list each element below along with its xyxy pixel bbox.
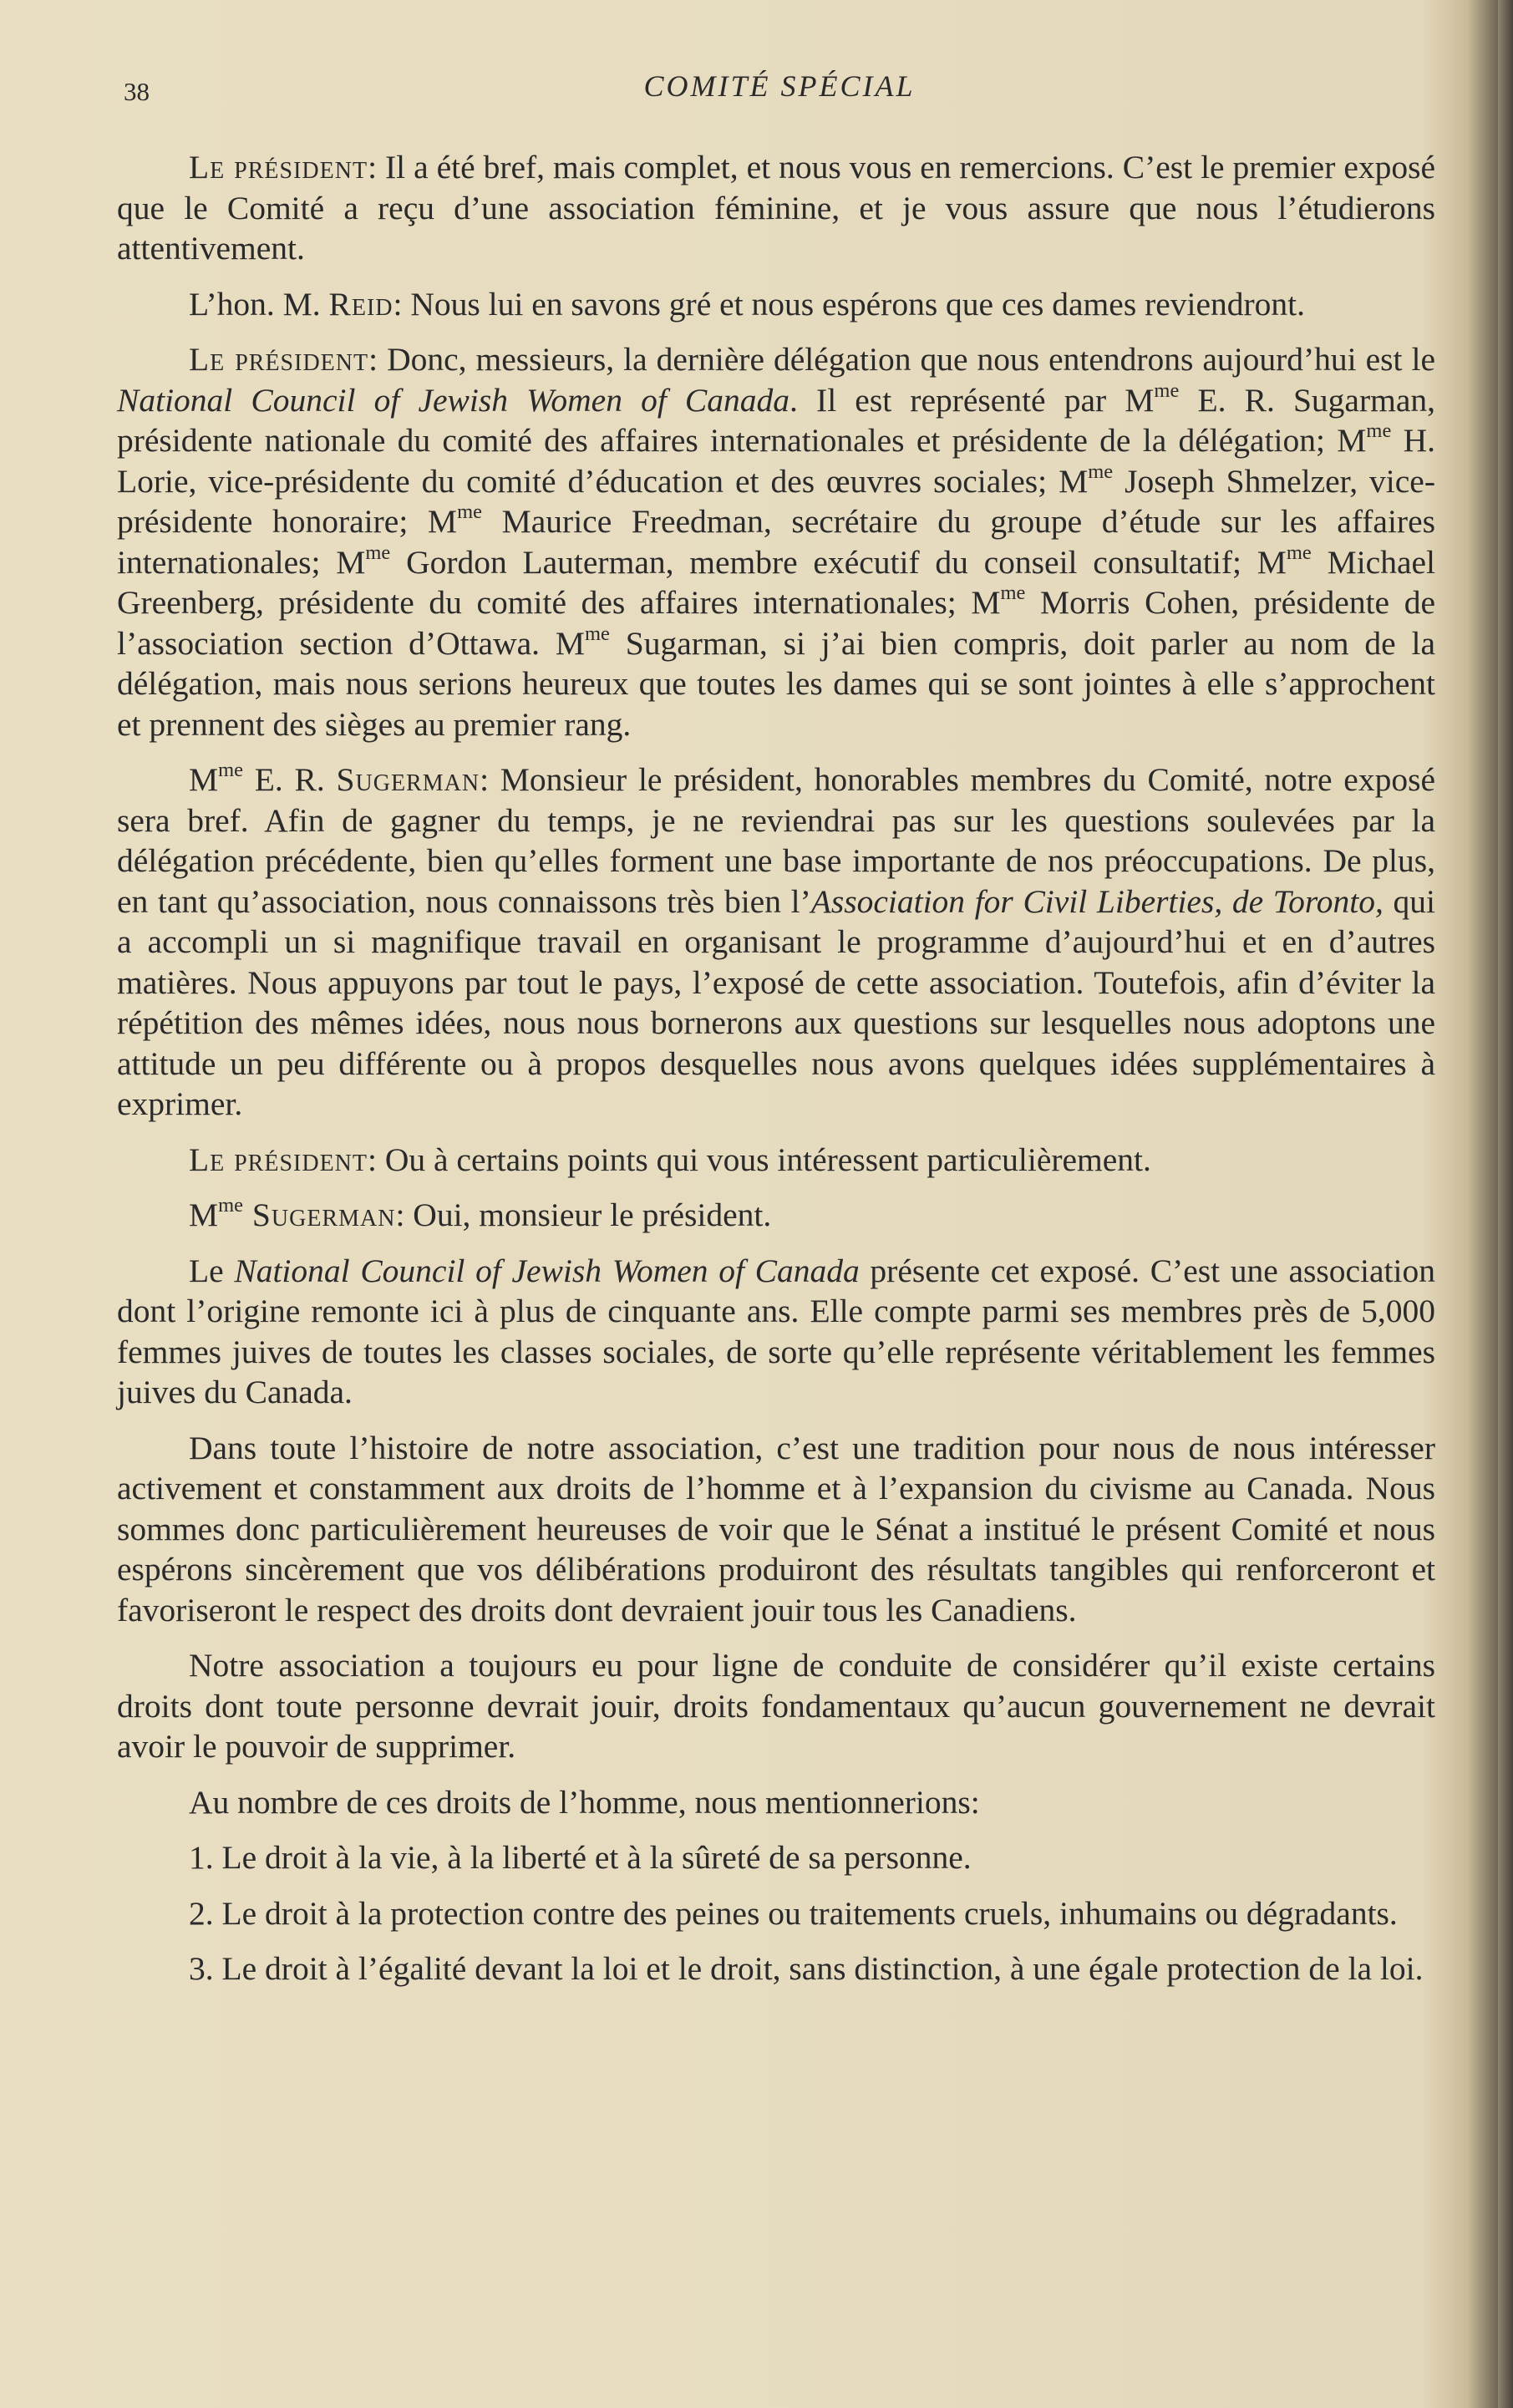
page-body xyxy=(117,147,1435,2004)
paragraph-text: présente cet exposé. C’est une association dont l’origine remonte ici à plus de cinquante ans. Elle compte parmi ses membres près de 5,000 femmes juives de toutes les classes sociales, de sorte qu’elle représente véritablement les femmes juives du Canada. xyxy=(117,1252,1435,1410)
paragraph: Notre association a toujours eu pour ligne de conduite de considérer qu’il existe certains droits dont toute personne devrait jouir, droits fondamentaux qu’aucun gouvernement ne devrait avoir le pouvoir de supprimer. xyxy=(117,1647,1435,1765)
paragraph xyxy=(117,759,1435,1125)
paragraph-text: : Oui, monsieur le président. xyxy=(395,1196,772,1233)
organization-name: National Council of Jewish Women of Canada xyxy=(117,381,790,419)
paragraph-text: Gordon Lauterman, membre exécutif du conseil consultatif; M xyxy=(390,543,1287,581)
paragraph-text: : Il a été bref, mais complet, et nous vous en remercions. C’est le premier exposé que le Comité a reçu d’une association féminine, et je vous assure que nous l’étudierons attentivement. xyxy=(117,149,1435,267)
paragraph-text: E. R. Sugarman, présidente nationale du comité des affaires internationales et présidente de la délégation; M xyxy=(117,381,1435,459)
paragraph xyxy=(117,1195,1435,1236)
paragraph-text: Morris Cohen, présidente de l’association section d’Ottawa. M xyxy=(117,584,1435,662)
paragraph-text: Michael Greenberg, présidente du comité des affaires internationales; M xyxy=(117,543,1435,621)
paragraph xyxy=(117,147,1435,269)
title-abbrev: me xyxy=(457,500,482,523)
speaker-prefix: L’hon. M. xyxy=(189,285,329,323)
paragraph-text: Sugarman, si j’ai bien compris, doit parler au nom de la délégation, mais nous serions heureux que toutes les dames qui se sont jointes à elle s’approchent et prennent des sièges au premier rang. xyxy=(117,624,1435,743)
page-header xyxy=(124,69,1435,119)
paragraph-text: : Ou à certains points qui vous intéressent particulièrement. xyxy=(368,1140,1151,1178)
paragraph-text: Maurice Freedman, secrétaire du groupe d’étude sur les affaires internationales; M xyxy=(117,503,1435,581)
speaker-name: Le président xyxy=(189,1140,368,1178)
title-abbrev: me xyxy=(584,622,610,645)
speaker-name: Reid xyxy=(328,285,393,323)
title-abbrev: me xyxy=(1154,378,1180,402)
paragraph-text: : Nous lui en savons gré et nous espérons que ces dames reviendront. xyxy=(393,285,1306,323)
title-abbrev: me xyxy=(1000,581,1026,604)
paragraph xyxy=(117,1251,1435,1413)
paragraph: Dans toute l’histoire de notre association, c’est une tradition pour nous de nous intéresser activement et constamment aux droits de l’homme et à l’expansion du civisme au Canada. Nous sommes donc particulièrement heureuses de voir que le Sénat a institué le présent Comité et nous espérons sincèrement que vos délibérations produiront des résultats tangibles qui renforceront et favoriseront le respect des droits dont devraient jouir tous les Canadiens. xyxy=(117,1429,1435,1628)
speaker-prefix: M xyxy=(189,761,219,798)
title-abbrev: me xyxy=(1366,419,1392,442)
paragraph-text: : Donc, messieurs, la dernière délégation que nous entendrons aujourd’hui est le xyxy=(368,341,1435,378)
speaker-name: Le président xyxy=(189,341,369,378)
list-item: 1. Le droit à la vie, à la liberté et à la sûreté de sa personne. xyxy=(189,1839,972,1876)
speaker-initials: E. R. xyxy=(243,761,337,798)
running-head: COMITÉ SPÉCIAL xyxy=(643,69,916,103)
organization-name: Association for Civil Liberties, de Toronto, xyxy=(810,882,1384,920)
paragraph-text: H. Lorie, vice-présidente du comité d’éducation et des œuvres sociales; M xyxy=(117,422,1435,500)
title-abbrev: me xyxy=(365,541,391,564)
paragraph-text: qui a accompli un si magnifique travail en organisant le programme d’aujourd’hui et en d’autres matières. Nous appuyons par tout le pays, l’exposé de cette association. Toutefois, afin d’éviter la répétition des mêmes idées, nous nous bornerons aux questions sur lesquelles nous adoptons une attitude un peu différente ou à propos desquelles nous avons quelques idées supplémentaires à exprimer. xyxy=(117,882,1435,1122)
speaker-name: Sugerman xyxy=(243,1196,396,1233)
title-abbrev: me xyxy=(1088,460,1114,483)
paragraph-text: Joseph Shmelzer, vice-présidente honoraire; M xyxy=(117,462,1435,540)
title-abbrev: me xyxy=(1286,541,1312,564)
paragraph: Au nombre de ces droits de l’homme, nous mentionnerions: xyxy=(189,1783,980,1821)
speaker-name: Le président xyxy=(189,149,368,185)
paragraph xyxy=(117,1140,1435,1181)
speaker-name: Sugerman xyxy=(336,761,480,798)
list-item: 2. Le droit à la protection contre des peines ou traitements cruels, inhumains ou dégradants. xyxy=(189,1894,1398,1932)
list-item: 3. Le droit à l’égalité devant la loi et le droit, sans distinction, à une égale protection de la loi. xyxy=(189,1950,1424,1987)
page-binding-edge xyxy=(1498,0,1513,2408)
paragraph-text: Le xyxy=(189,1252,235,1289)
organization-name: National Council of Jewish Women of Canada xyxy=(234,1252,860,1289)
page-number: 38 xyxy=(124,77,150,106)
paragraph-text: . Il est représenté par M xyxy=(790,381,1155,419)
title-abbrev: me xyxy=(218,758,244,781)
title-abbrev: me xyxy=(218,1193,244,1217)
paragraph-text: : Monsieur le président, honorables membres du Comité, notre exposé sera bref. Afin de gagner du temps, je ne reviendrai pas sur les questions soulevées par la délégation précédente, bien qu’elles forment une base importante de nos préoccupations. De plus, en tant qu’association, nous connaissons très bien l’ xyxy=(117,761,1435,920)
speaker-prefix: M xyxy=(189,1196,219,1233)
paragraph xyxy=(117,339,1435,744)
paragraph xyxy=(117,284,1435,325)
